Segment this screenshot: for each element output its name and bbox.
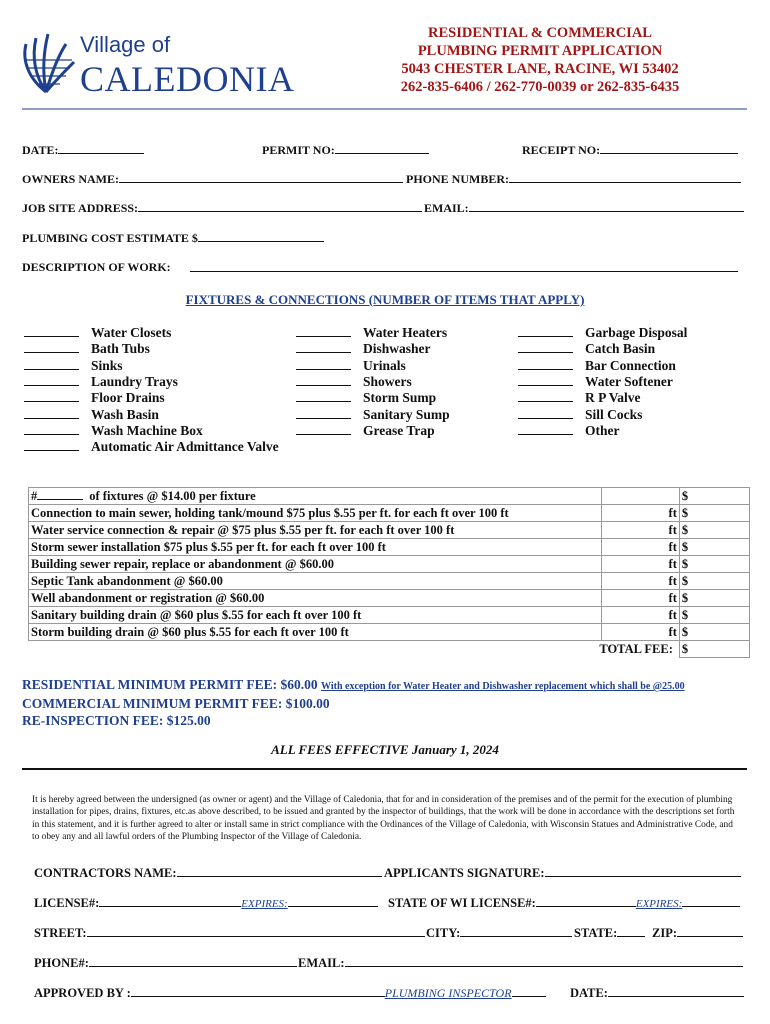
fixtures-heading: FIXTURES & CONNECTIONS (NUMBER OF ITEMS THAT APPLY)	[185, 292, 585, 307]
fixture-item[interactable]	[296, 407, 450, 423]
fee-amount[interactable]: $	[679, 607, 749, 624]
owners-name-label: OWNERS NAME:	[22, 172, 120, 186]
section-divider	[22, 768, 747, 770]
fee-description: Building sewer repair, replace or abandonment @ $60.00	[31, 556, 334, 571]
commercial-fee: COMMERCIAL MINIMUM PERMIT FEE: $100.00	[22, 696, 330, 711]
fee-description: Storm building drain @ $60 plus $.55 for each ft over 100 ft	[31, 624, 349, 639]
state-license-expires-label: EXPIRES:	[635, 898, 683, 910]
approved-by-label: APPROVED BY :	[34, 986, 131, 1000]
fixture-item[interactable]	[296, 374, 412, 390]
fee-amount[interactable]: $	[679, 556, 749, 573]
fixture-item[interactable]	[518, 358, 676, 374]
header-title-line2: PLUMBING PERMIT APPLICATION	[417, 43, 663, 59]
fixture-item[interactable]	[24, 390, 165, 406]
fee-description: of fixtures @ $14.00 per fixture	[89, 488, 256, 503]
fixture-count-blank[interactable]	[296, 325, 351, 337]
owners-name-field[interactable]	[22, 172, 403, 187]
job-site-field[interactable]	[22, 201, 422, 216]
permit-no-field[interactable]	[262, 143, 429, 158]
fixture-count-blank[interactable]	[518, 407, 573, 419]
fixture-count-blank[interactable]	[296, 390, 351, 402]
contractor-email-label: EMAIL:	[298, 956, 345, 970]
zip-field[interactable]	[652, 926, 743, 941]
fixture-count-blank[interactable]	[24, 423, 79, 435]
date-label: DATE:	[22, 143, 59, 157]
fixture-item[interactable]	[296, 325, 447, 341]
agreement-text: It is hereby agreed between the undersigned (as owner or agent) and the Village of Caledonia, that for and in consideration of the premises and of the permit for the execution of plumbing installation for pipes, drains, fixtures, etc.as above described, to be issued and granted by the inspector of buildings, that the work will be done in accordance with the descriptions set forth in this statement, and it is further agreed to alter or install same in strict compliance with the Ordinances of the Village of Caledonia, with Wisconsin Statues and Administrative Code, and to obey any and all lawful orders of the Plumbing Inspector of the Village of Caledonia.	[32, 795, 735, 842]
fixture-count-blank[interactable]	[24, 390, 79, 402]
fee-unit[interactable]	[601, 488, 679, 505]
fixture-item[interactable]	[296, 341, 431, 357]
fee-amount[interactable]: $	[679, 590, 749, 607]
city-field[interactable]	[426, 926, 572, 941]
fee-amount[interactable]: $	[679, 539, 749, 556]
logo-caledonia: CALEDONIA	[80, 59, 295, 99]
fixture-label: Grease Trap	[363, 422, 435, 438]
fee-description: Septic Tank abandonment @ $60.00	[31, 573, 223, 588]
fixture-item[interactable]	[24, 407, 159, 423]
fixture-count-blank[interactable]	[518, 423, 573, 435]
fixture-label: Automatic Air Admittance Valve	[91, 439, 279, 455]
contractors-name-field[interactable]	[34, 866, 382, 881]
fixture-label: Bath Tubs	[91, 341, 150, 357]
fixture-item[interactable]	[518, 423, 620, 439]
date-field[interactable]	[22, 143, 144, 158]
fixture-item[interactable]	[24, 439, 279, 455]
fixture-count-blank[interactable]	[296, 423, 351, 435]
fee-row	[29, 556, 750, 573]
total-fee-amount[interactable]: $	[679, 641, 749, 658]
cost-estimate-label: PLUMBING COST ESTIMATE $	[22, 231, 198, 245]
fixture-count-hash: #	[31, 488, 38, 503]
plumbing-inspector-label: PLUMBING INSPECTOR	[384, 986, 512, 1000]
fixture-count-blank[interactable]	[296, 374, 351, 386]
logo-village-of: Village of	[80, 32, 171, 57]
fee-description: Water service connection & repair @ $75 plus $.55 per ft. for each ft over 100 ft	[31, 522, 455, 537]
fixture-label: Urinals	[363, 357, 406, 373]
permit-no-label: PERMIT NO:	[262, 143, 335, 157]
fee-amount[interactable]: $	[679, 522, 749, 539]
fee-row	[29, 607, 750, 624]
fixture-item[interactable]	[518, 374, 673, 390]
fixture-item[interactable]	[296, 390, 436, 406]
fees-effective-date: ALL FEES EFFECTIVE January 1, 2024	[271, 742, 499, 757]
fixture-label: Laundry Trays	[91, 373, 178, 389]
fixture-count-blank[interactable]	[518, 325, 573, 337]
fee-amount[interactable]: $	[679, 505, 749, 522]
applicants-signature-label: APPLICANTS SIGNATURE:	[384, 866, 545, 880]
license-expires-label: EXPIRES:	[241, 898, 288, 910]
fixture-count-blank[interactable]	[296, 407, 351, 419]
fee-unit[interactable]: ft	[601, 539, 679, 556]
city-label: CITY:	[426, 926, 461, 940]
street-field[interactable]	[34, 926, 425, 941]
fee-table	[28, 487, 750, 658]
state-license-label: STATE OF WI LICENSE#:	[388, 896, 536, 910]
fixture-count-blank[interactable]	[518, 374, 573, 386]
fee-row	[29, 573, 750, 590]
receipt-no-field[interactable]	[522, 143, 738, 158]
header-phones: 262-835-6406 / 262-770-0039 or 262-835-6435	[400, 79, 680, 95]
fixture-label: Wash Machine Box	[91, 422, 203, 438]
fixture-label: Other	[585, 422, 620, 438]
state-label: STATE:	[574, 926, 618, 940]
cost-estimate-field[interactable]	[22, 231, 324, 246]
fixture-label: Sinks	[91, 357, 123, 373]
fixture-count-blank[interactable]	[296, 341, 351, 353]
fixture-item[interactable]	[518, 390, 641, 406]
fixture-count-blank[interactable]	[24, 439, 79, 451]
fixture-count-blank[interactable]	[24, 358, 79, 370]
fixture-count-blank[interactable]	[296, 358, 351, 370]
receipt-no-label: RECEIPT NO:	[522, 143, 601, 157]
fixture-label: Bar Connection	[585, 357, 676, 373]
fixture-count-blank[interactable]	[518, 358, 573, 370]
caledonia-logo-icon	[18, 30, 78, 95]
header-divider	[22, 108, 747, 110]
fixture-label: Floor Drains	[91, 390, 165, 406]
fixture-count-blank[interactable]	[24, 325, 79, 337]
fixture-label: Sill Cocks	[585, 406, 643, 422]
zip-label: ZIP:	[652, 926, 677, 940]
fixture-label: R P Valve	[585, 390, 641, 406]
description-label: DESCRIPTION OF WORK:	[22, 260, 171, 274]
email-field[interactable]	[424, 201, 744, 216]
description-field[interactable]	[22, 260, 171, 275]
fee-amount[interactable]: $	[679, 624, 749, 641]
header-title-line1: RESIDENTIAL & COMMERCIAL	[428, 25, 652, 41]
fixture-count-blank[interactable]	[24, 407, 79, 419]
fixture-item[interactable]	[24, 374, 178, 390]
fee-row	[29, 505, 750, 522]
fee-row	[29, 624, 750, 641]
state-field[interactable]	[574, 926, 645, 941]
fixture-label: Water Closets	[91, 325, 172, 340]
fee-unit[interactable]: ft	[601, 505, 679, 522]
fee-total-row	[29, 641, 750, 658]
fixture-count-input-line[interactable]	[37, 489, 83, 500]
fixture-count-blank[interactable]	[518, 341, 573, 353]
fee-row	[29, 539, 750, 556]
fixture-item[interactable]	[24, 341, 150, 357]
fixture-item[interactable]	[296, 358, 406, 374]
phone-field[interactable]	[34, 956, 297, 971]
fixture-label: Wash Basin	[91, 406, 159, 422]
fees-block	[22, 676, 685, 729]
fixture-label: Showers	[363, 373, 412, 389]
fee-description: Sanitary building drain @ $60 plus $.55 for each ft over 100 ft	[31, 607, 362, 622]
fee-unit[interactable]: ft	[601, 607, 679, 624]
fee-unit[interactable]: ft	[601, 522, 679, 539]
fixture-item[interactable]	[518, 341, 655, 357]
contractor-email-field[interactable]	[298, 956, 743, 971]
fee-unit[interactable]: ft	[601, 556, 679, 573]
fixture-item[interactable]	[518, 325, 687, 341]
fixture-count-blank[interactable]	[518, 390, 573, 402]
fixture-label: Garbage Disposal	[585, 325, 688, 340]
header-title-block	[360, 24, 720, 96]
phone-number-label: PHONE NUMBER:	[406, 172, 509, 186]
license-label: LICENSE#:	[34, 896, 100, 910]
residential-fee-note: With exception for Water Heater and Dishwasher replacement which shall be @25.00	[321, 681, 685, 692]
header-address: 5043 CHESTER LANE, RACINE, WI 53402	[401, 61, 679, 77]
fixture-item[interactable]	[296, 423, 435, 439]
residential-fee: RESIDENTIAL MINIMUM PERMIT FEE: $60.00	[22, 677, 318, 692]
contractors-name-label: CONTRACTORS NAME:	[34, 866, 177, 880]
state-license-field[interactable]	[388, 896, 740, 911]
phone-number-field[interactable]	[406, 172, 741, 187]
fixture-label: Sanitary Sump	[363, 406, 450, 422]
fee-description: Storm sewer installation $75 plus $.55 per ft. for each ft over 100 ft	[31, 539, 386, 554]
fee-row	[29, 522, 750, 539]
license-field[interactable]	[34, 896, 378, 911]
job-site-label: JOB SITE ADDRESS:	[22, 201, 139, 215]
fee-amount[interactable]: $	[679, 488, 749, 505]
fixture-count-blank[interactable]	[24, 374, 79, 386]
fee-row	[29, 590, 750, 607]
fixture-item[interactable]	[24, 423, 203, 439]
fixture-label: Dishwasher	[363, 341, 431, 357]
fee-amount[interactable]: $	[679, 573, 749, 590]
approved-date-label: DATE:	[570, 986, 608, 1000]
approved-by-field[interactable]	[34, 986, 546, 1001]
fee-unit[interactable]: ft	[601, 624, 679, 641]
approved-date-field[interactable]	[570, 986, 744, 1001]
fee-row	[29, 488, 750, 505]
fixture-item[interactable]	[518, 407, 642, 423]
fee-unit[interactable]: ft	[601, 590, 679, 607]
fixture-label: Catch Basin	[585, 341, 656, 357]
phone-label: PHONE#:	[34, 956, 89, 970]
fixture-item[interactable]	[24, 358, 123, 374]
email-label: EMAIL:	[424, 201, 469, 215]
fee-description: Connection to main sewer, holding tank/mound $75 plus $.55 per ft. for each ft over 100 ft	[31, 505, 509, 520]
fixture-label: Water Softener	[585, 373, 673, 389]
fixture-count-blank[interactable]	[24, 341, 79, 353]
street-label: STREET:	[34, 926, 87, 940]
description-input-line[interactable]	[190, 260, 738, 272]
reinspection-fee: RE-INSPECTION FEE: $125.00	[22, 713, 211, 728]
total-fee-label: TOTAL FEE:	[599, 641, 673, 656]
fixture-label: Storm Sump	[363, 390, 437, 406]
applicants-signature-field[interactable]	[384, 866, 741, 881]
fee-unit[interactable]: ft	[601, 573, 679, 590]
fixture-item[interactable]	[24, 325, 171, 341]
fixture-label: Water Heaters	[363, 325, 448, 340]
fee-description: Well abandonment or registration @ $60.00	[31, 590, 265, 605]
